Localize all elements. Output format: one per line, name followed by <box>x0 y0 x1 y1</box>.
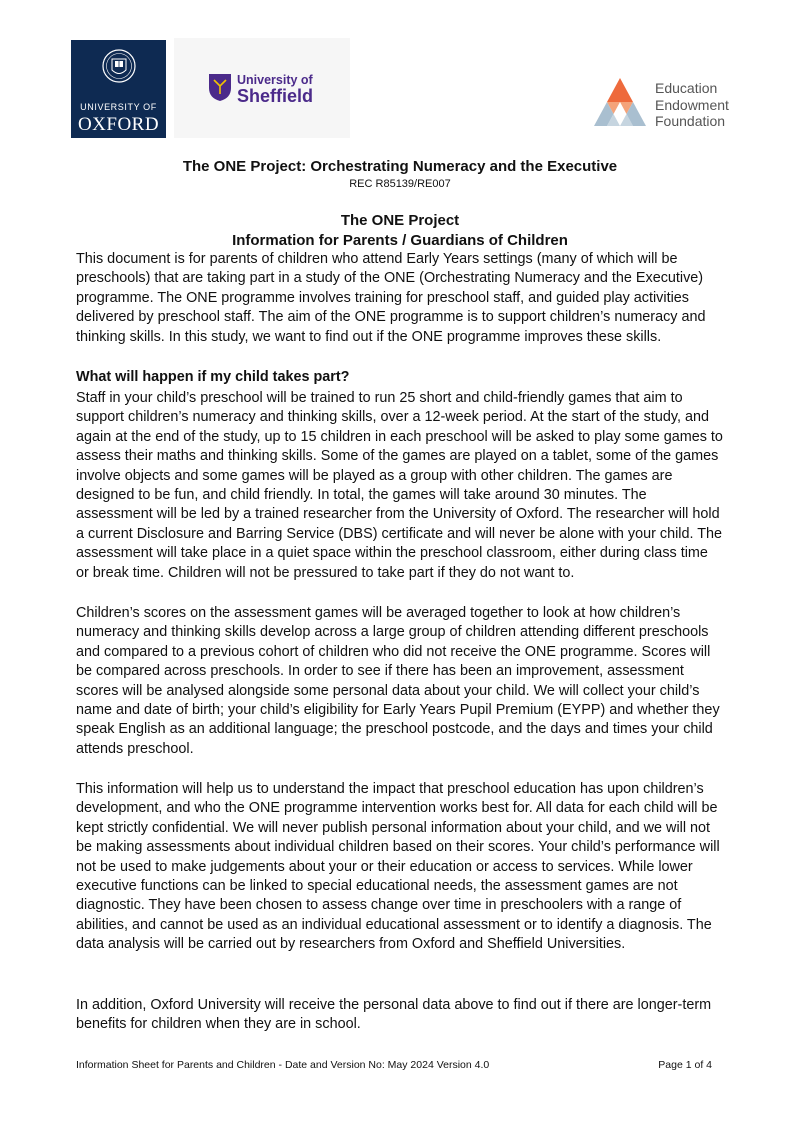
eef-logo <box>593 76 743 130</box>
sheffield-logo <box>174 38 350 138</box>
sheffield-logo-line2: Sheffield <box>237 86 314 106</box>
oxford-crest-icon <box>102 46 136 90</box>
oxford-logo <box>71 40 166 138</box>
audience-subtitle: Information for Parents / Guardians of Children <box>232 232 568 249</box>
oxford-logo-line2: OXFORD <box>77 114 160 135</box>
sheffield-logo-line1: University of <box>237 73 313 87</box>
footer-page-number: Page 1 of 4 <box>658 1059 712 1071</box>
footer-version: Information Sheet for Parents and Children - Date and Version No: May 2024 Version 4.0 <box>76 1059 490 1071</box>
paragraph-1: Staff in your child’s preschool will be trained to run 25 short and child-friendly games that aim to support children’s numeracy and thinking skills, over a 12-week period. At the start of the study, and again at the end of the study, up to 15 children in each preschool will be asked to play some games to assess their maths and thinking skills. Some of the games are played on a tablet, some of the games involve objects and some games will be played as a group with other children. The games are designed to be fun, and child friendly. In total, the games will take around 30 minutes. The assessment will be led by a trained researcher from the University of Oxford. The researcher will hold a current Disclosure and Barring Service (DBS) certificate and will never be alone with your child. The assessment will take place in a quiet space within the preschool classroom, either during class time or break time. Children will not be pressured to take part if they do not want to. <box>76 390 723 581</box>
document-title: The ONE Project: Orchestrating Numeracy and the Executive <box>182 158 618 175</box>
paragraph-2: Children’s scores on the assessment games will be averaged together to look at how children’s numeracy and thinking skills develop across a large group of children attending different preschools and compared to a previous cohort of children who did not receive the ONE programme. Scores will be compared across preschools. In order to see if there has been an improvement, assessment scores will be analysed alongside some personal data about your child. We will collect your child’s name and date of birth; your child’s eligibility for Early Years Pupil Premium (EYPP) and whether they speak English as an additional language; the preschool postcode, and the days and times your child attends preschool. <box>76 605 720 757</box>
project-subtitle: The ONE Project <box>340 212 460 229</box>
eef-logo-line3: Foundation <box>655 113 726 129</box>
section-heading: What will happen if my child takes part? <box>76 369 350 385</box>
eef-logo-text <box>655 80 729 130</box>
intro-paragraph: This document is for parents of children who attend Early Years settings (many of which will be preschools) that are taking part in a study of the ONE (Orchestrating Numeracy and the Executive) programme. The ONE programme involves training for preschool staff, and guided play activities delivered by preschool staff. The aim of the ONE programme is to support children’s numeracy and thinking skills. In this study, we want to find out if the ONE programme improves these skills. <box>76 251 706 345</box>
oxford-logo-line1: UNIVERSITY OF <box>80 102 157 112</box>
paragraph-4: In addition, Oxford University will receive the personal data above to find out if there are longer-term benefits for children when they are in school. <box>76 997 712 1033</box>
eef-triangle-icon <box>593 76 647 128</box>
eef-logo-line1: Education <box>655 80 718 96</box>
eef-logo-line2: Endowment <box>655 96 729 113</box>
paragraph-3: This information will help us to understand the impact that preschool education has upon children’s development, and who the ONE programme intervention works best for. All data for each child will be kept strictly confidential. We will never publish personal information about your child, and we will not be making assessments about individual children based on their scores. Your child’s performance will not be used to make judgements about your or their education or access to services. While lower executive functions can be linked to special educational needs, the assessment games are not diagnostic. They have been chosen to assess change over time in preschoolers with a range of abilities, and cannot be used as an individual educational assessment or to identify a diagnosis. The data analysis will be carried out by researchers from Oxford and Sheffield Universities. <box>76 781 720 953</box>
ethics-reference: REC R85139/RE007 <box>349 178 451 190</box>
sheffield-crest-icon <box>207 72 233 102</box>
